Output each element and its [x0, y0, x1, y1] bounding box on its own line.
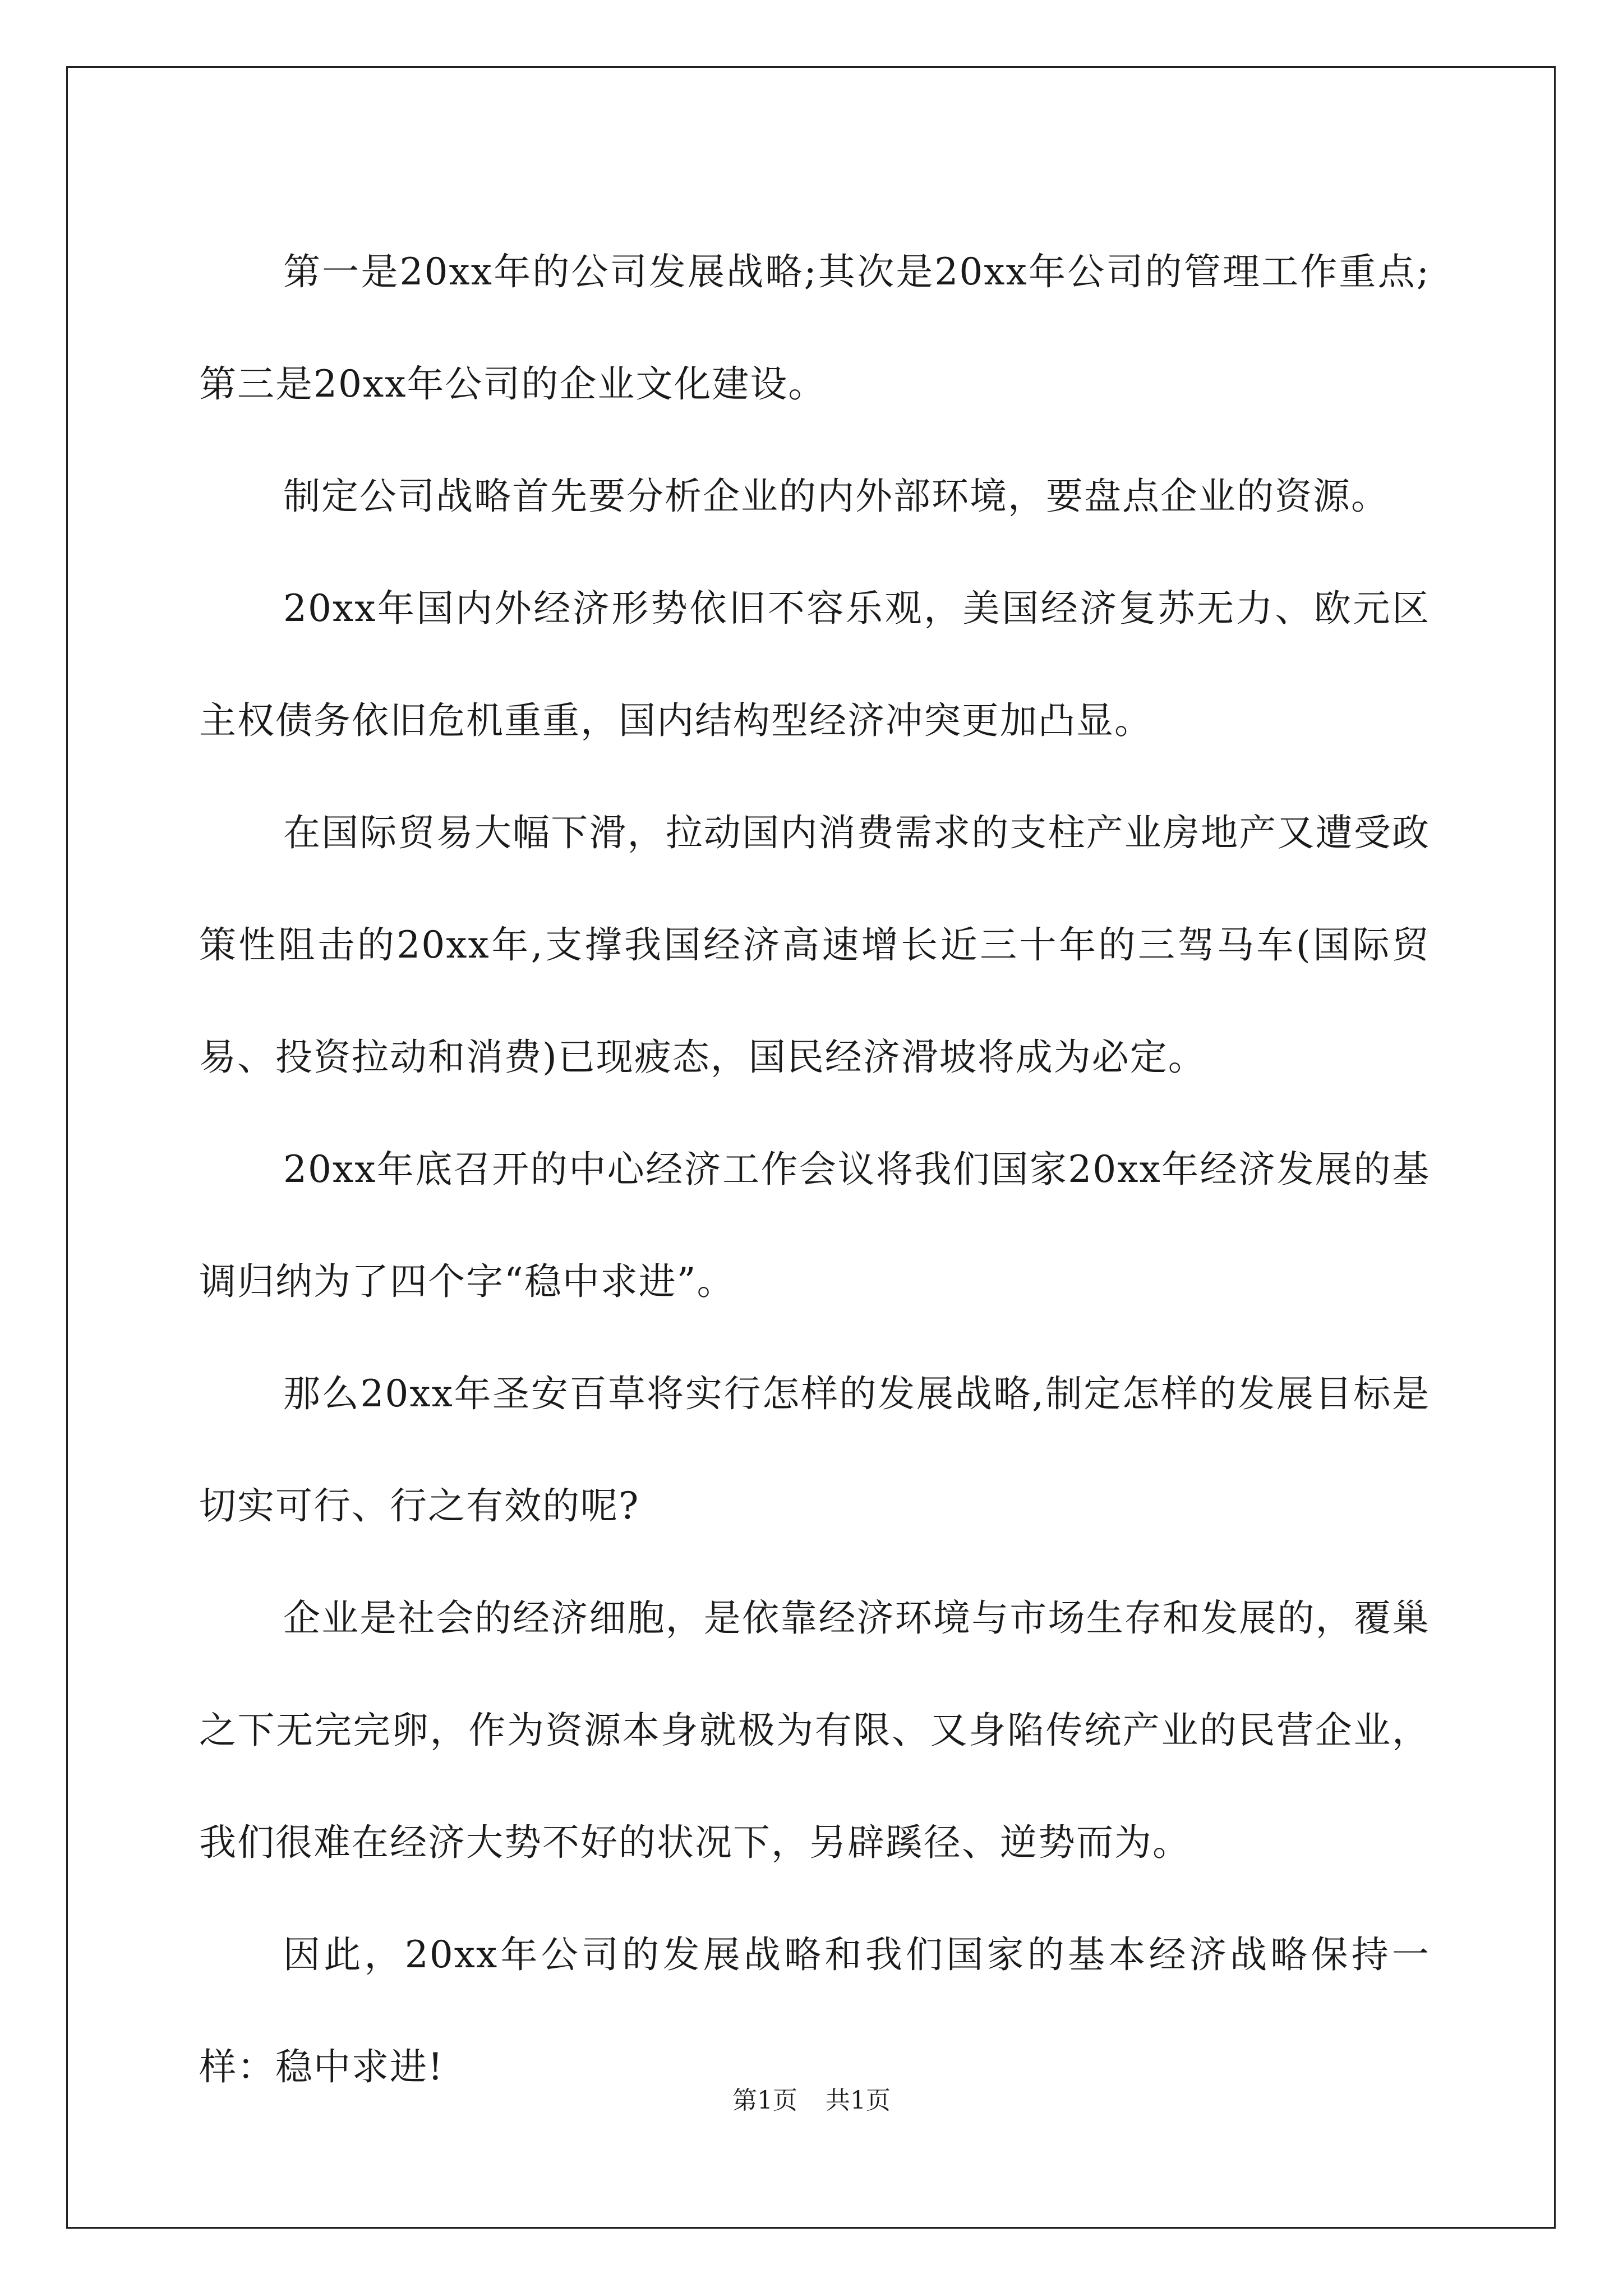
page-number: 第1页: [732, 2086, 797, 2115]
paragraph: 企业是社会的经济细胞，是依靠经济环境与市场生存和发展的，覆巢之下无完完卵，作为资源本身就极为有限、又身陷传统产业的民营企业，我们很难在经济大势不好的状况下，另辟蹊径、逆势而为。: [199, 1596, 1430, 1864]
paragraph: 在国际贸易大幅下滑，拉动国内消费需求的支柱产业房地产又遭受政策性阻击的20xx年,支撑我国经济高速增长近三十年的三驾马车(国际贸易、投资拉动和消费)已现疲态，国民经济滑坡将成为必定。: [199, 811, 1430, 1079]
paragraph: 因此，20xx年公司的发展战略和我们国家的基本经济战略保持一样：稳中求进!: [199, 1933, 1430, 2088]
page-footer: [0, 2084, 1623, 2118]
page-total: 共1页: [826, 2086, 891, 2115]
paragraph: 制定公司战略首先要分析企业的内外部环境，要盘点企业的资源。: [283, 475, 1389, 518]
paragraph: 第一是20xx年的公司发展战略;其次是20xx年公司的管理工作重点;第三是20xx年公司的企业文化建设。: [199, 250, 1430, 406]
paragraph: 20xx年底召开的中心经济工作会议将我们国家20xx年经济发展的基调归纳为了四个字“稳中求进”。: [199, 1148, 1430, 1303]
document-body: [199, 216, 1430, 2123]
paragraph: 那么20xx年圣安百草将实行怎样的发展战略,制定怎样的发展目标是切实可行、行之有效的呢?: [199, 1372, 1430, 1527]
paragraph: 20xx年国内外经济形势依旧不容乐观，美国经济复苏无力、欧元区主权债务依旧危机重重，国内结构型经济冲突更加凸显。: [199, 587, 1430, 742]
